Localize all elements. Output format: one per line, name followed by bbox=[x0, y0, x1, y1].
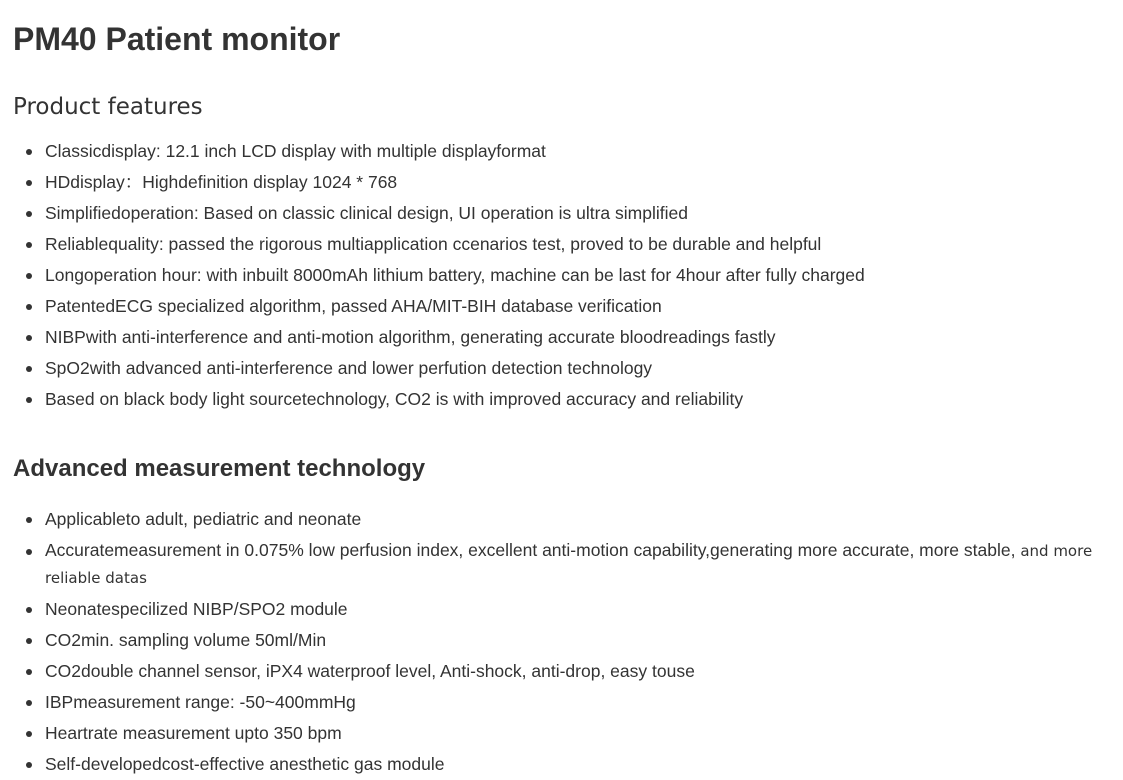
list-item: CO2double channel sensor, iPX4 waterproof level, Anti-shock, anti-drop, easy touse bbox=[0, 656, 1123, 687]
list-item-text: Accuratemeasurement in 0.075% low perfusion index, excellent anti-motion capability,generating more accurate, more stable, bbox=[45, 540, 1021, 560]
list-item: Applicableto adult, pediatric and neonate bbox=[0, 504, 1123, 535]
list-item: Neonatespecilized NIBP/SPO2 module bbox=[0, 594, 1123, 625]
list-item: Heartrate measurement upto 350 bpm bbox=[0, 718, 1123, 749]
list-item-text-small: and more reliable datas bbox=[45, 542, 1093, 587]
list-item: Reliablequality: passed the rigorous multiapplication ccenarios test, proved to be durable and helpful bbox=[0, 229, 1123, 260]
list-item: CO2min. sampling volume 50ml/Min bbox=[0, 625, 1123, 656]
list-item: HDdisplay：Highdefinition display 1024 * 768 bbox=[0, 167, 1123, 198]
list-item: Based on black body light sourcetechnology, CO2 is with improved accuracy and reliability bbox=[0, 384, 1123, 415]
list-item: NIBPwith anti-interference and anti-motion algorithm, generating accurate bloodreadings fastly bbox=[0, 322, 1123, 353]
list-item: Longoperation hour: with inbuilt 8000mAh lithium battery, machine can be last for 4hour after fully charged bbox=[0, 260, 1123, 291]
list-item: PatentedECG specialized algorithm, passed AHA/MIT-BIH database verification bbox=[0, 291, 1123, 322]
section-heading-advanced-measurement: Advanced measurement technology bbox=[13, 455, 426, 482]
list-item: Simplifiedoperation: Based on classic clinical design, UI operation is ultra simplified bbox=[0, 198, 1123, 229]
page-title: PM40 Patient monitor bbox=[13, 21, 341, 57]
list-item: Self-developedcost-effective anesthetic gas module bbox=[0, 749, 1123, 780]
list-item: IBPmeasurement range: -50~400mmHg bbox=[0, 687, 1123, 718]
product-features-list bbox=[0, 136, 1123, 415]
list-item: SpO2with advanced anti-interference and lower perfution detection technology bbox=[0, 353, 1123, 384]
list-item: Classicdisplay: 12.1 inch LCD display with multiple displayformat bbox=[0, 136, 1123, 167]
section-heading-product-features: Product features bbox=[13, 94, 203, 120]
list-item bbox=[0, 535, 1123, 594]
advanced-measurement-list bbox=[0, 504, 1123, 780]
